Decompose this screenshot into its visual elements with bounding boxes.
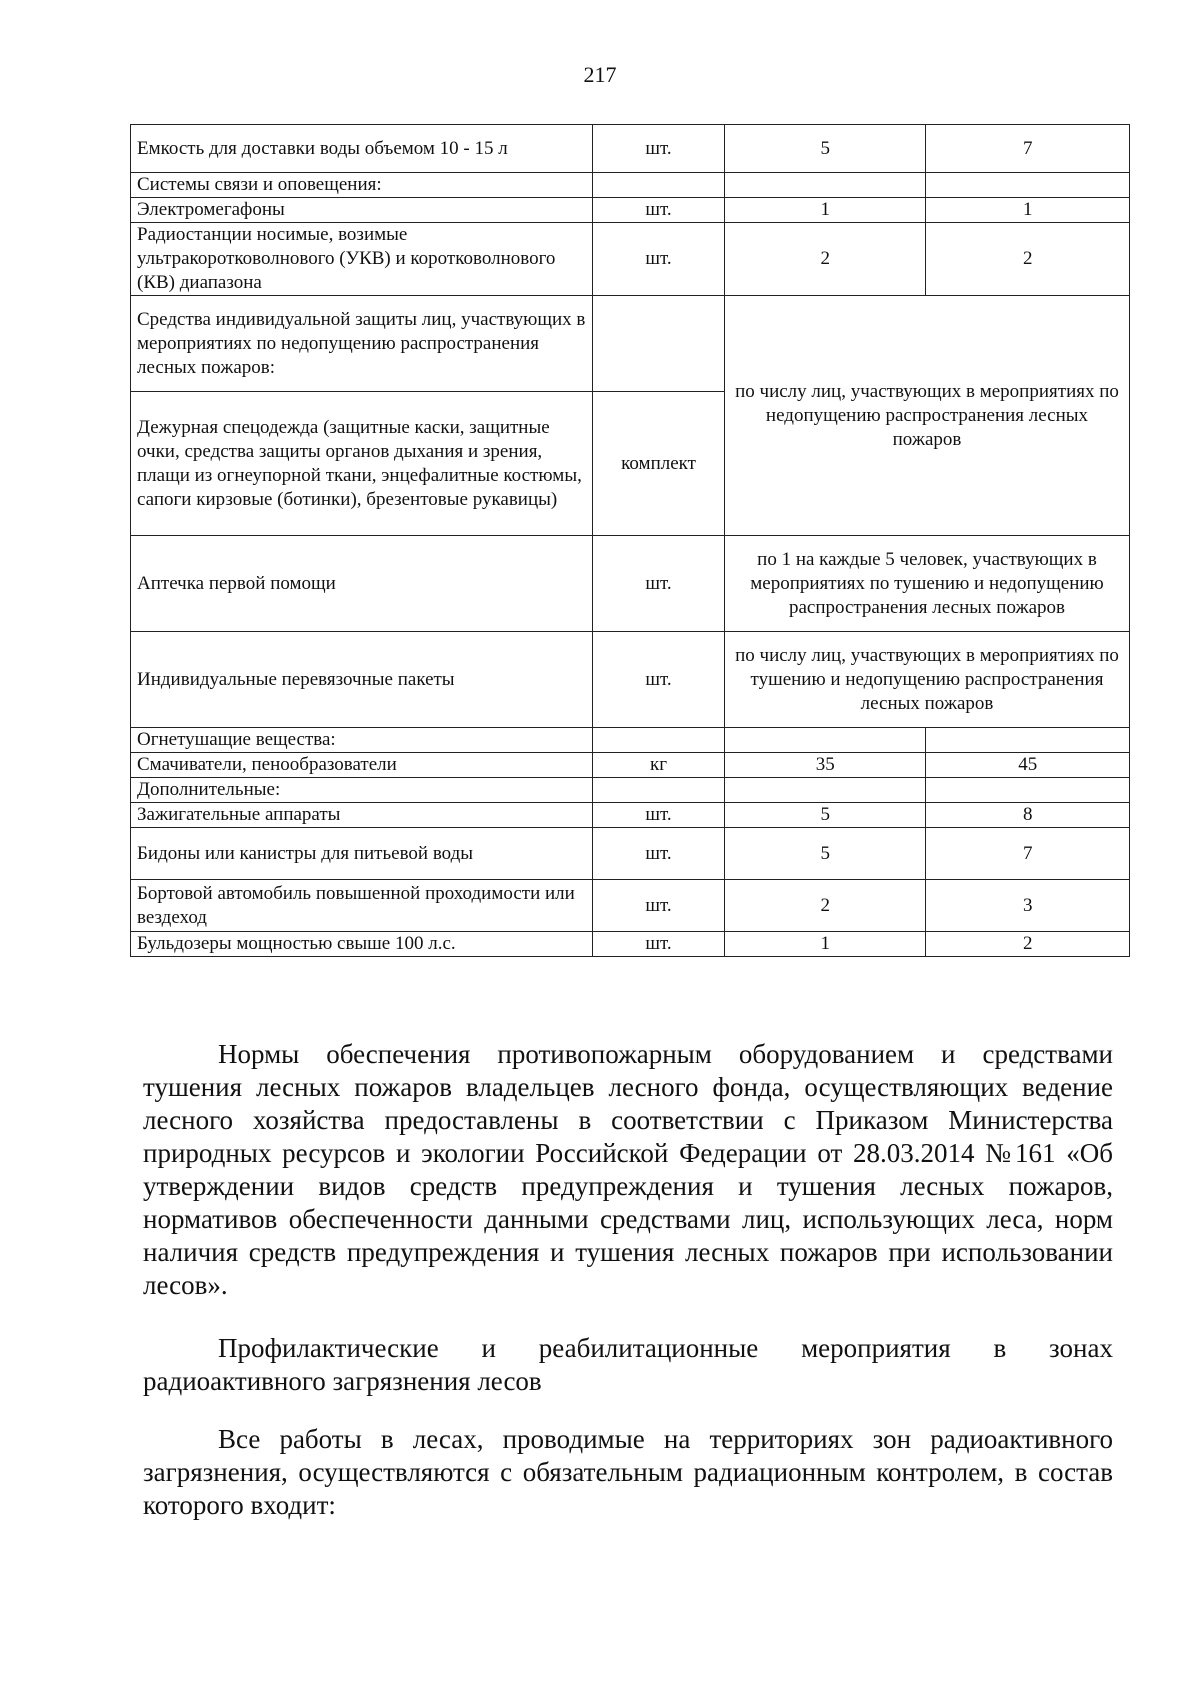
row-value-2: 45 <box>926 753 1130 778</box>
table-row <box>131 536 1130 632</box>
row-value-1: 1 <box>724 932 925 957</box>
table-row <box>131 125 1130 173</box>
row-name: Дежурная спецодежда (защитные каски, защитные очки, средства защиты органов дыхания и зрения, плащи из огнеупорной ткани, энцефалитные костюмы, сапоги кирзовые (ботинки), брезентовые рукавицы) <box>131 392 593 536</box>
row-value-2: 7 <box>926 125 1130 173</box>
table-row <box>131 880 1130 932</box>
row-unit: шт. <box>593 125 725 173</box>
table-row <box>131 778 1130 803</box>
table-row <box>131 828 1130 880</box>
section-heading: Средства индивидуальной защиты лиц, участвующих в мероприятиях по недопущению распространения лесных пожаров: <box>131 296 593 392</box>
table-row <box>131 296 1130 392</box>
merged-norm-cell: по числу лиц, участвующих в мероприятиях по тушению и недопущению распространения лесных пожаров <box>724 632 1129 728</box>
row-value-2: 3 <box>926 880 1130 932</box>
body-text <box>143 1038 1113 1522</box>
section-heading: Огнетушащие вещества: <box>131 728 593 753</box>
row-name: Индивидуальные перевязочные пакеты <box>131 632 593 728</box>
row-name: Смачиватели, пенообразователи <box>131 753 593 778</box>
section-heading-line-2: радиоактивного загрязнения лесов <box>143 1366 542 1396</box>
section-heading-line-1: Профилактические и реабилитационные мероприятия в зонах <box>218 1333 1113 1363</box>
row-name: Электромегафоны <box>131 198 593 223</box>
row-value-2: 7 <box>926 828 1130 880</box>
table-row <box>131 223 1130 296</box>
merged-norm-cell: по числу лиц, участвующих в мероприятиях по недопущению распространения лесных пожаров <box>724 296 1129 536</box>
row-value-1: 1 <box>724 198 925 223</box>
table-row <box>131 728 1130 753</box>
row-value-1: 5 <box>724 125 925 173</box>
norms-paragraph: Нормы обеспечения противопожарным оборудованием и средствами тушения лесных пожаров владельцев лесного фонда, осуществляющих ведение лесного хозяйства предоставлены в соответствии с Приказом Министерства природных ресурсов и экологии Российской Федерации от 28.03.2014 №161 «Об утверждении видов средств предупреждения и тушения лесных пожаров, нормативов обеспеченности данными средствами лиц, использующих леса, норм наличия средств предупреждения и тушения лесных пожаров при использовании лесов». <box>143 1039 1113 1300</box>
table-row <box>131 173 1130 198</box>
table-row <box>131 198 1130 223</box>
section-heading: Системы связи и оповещения: <box>131 173 593 198</box>
table-row <box>131 803 1130 828</box>
row-name: Бортовой автомобиль повышенной проходимости или вездеход <box>131 880 593 932</box>
row-value-2: 8 <box>926 803 1130 828</box>
row-name: Зажигательные аппараты <box>131 803 593 828</box>
table-row <box>131 932 1130 957</box>
row-unit: шт. <box>593 880 725 932</box>
row-value-2: 2 <box>926 932 1130 957</box>
row-value-1: 2 <box>724 223 925 296</box>
row-name: Емкость для доставки воды объемом 10 - 15 л <box>131 125 593 173</box>
table-row <box>131 753 1130 778</box>
row-value-2: 2 <box>926 223 1130 296</box>
section-heading: Дополнительные: <box>131 778 593 803</box>
row-unit: шт. <box>593 223 725 296</box>
merged-norm-cell: по 1 на каждые 5 человек, участвующих в мероприятиях по тушению и недопущению распространения лесных пожаров <box>724 536 1129 632</box>
row-value-1: 5 <box>724 803 925 828</box>
page-number: 217 <box>583 62 617 87</box>
row-unit: шт. <box>593 536 725 632</box>
row-name: Бидоны или канистры для питьевой воды <box>131 828 593 880</box>
row-name: Аптечка первой помощи <box>131 536 593 632</box>
row-unit: шт. <box>593 932 725 957</box>
row-name: Бульдозеры мощностью свыше 100 л.с. <box>131 932 593 957</box>
row-unit: шт. <box>593 632 725 728</box>
row-unit: кг <box>593 753 725 778</box>
row-unit: комплект <box>593 392 725 536</box>
radiation-control-paragraph: Все работы в лесах, проводимые на территориях зон радиоактивного загрязнения, осуществляются с обязательным радиационным контролем, в состав которого входит: <box>143 1424 1113 1520</box>
row-value-1: 35 <box>724 753 925 778</box>
table-row <box>131 632 1130 728</box>
row-unit: шт. <box>593 803 725 828</box>
row-value-1: 2 <box>724 880 925 932</box>
row-value-2: 1 <box>926 198 1130 223</box>
equipment-norms-table <box>130 124 1130 957</box>
row-name: Радиостанции носимые, возимые ультракоротковолнового (УКВ) и коротковолнового (КВ) диапазона <box>131 223 593 296</box>
row-unit: шт. <box>593 198 725 223</box>
row-value-1: 5 <box>724 828 925 880</box>
row-unit: шт. <box>593 828 725 880</box>
